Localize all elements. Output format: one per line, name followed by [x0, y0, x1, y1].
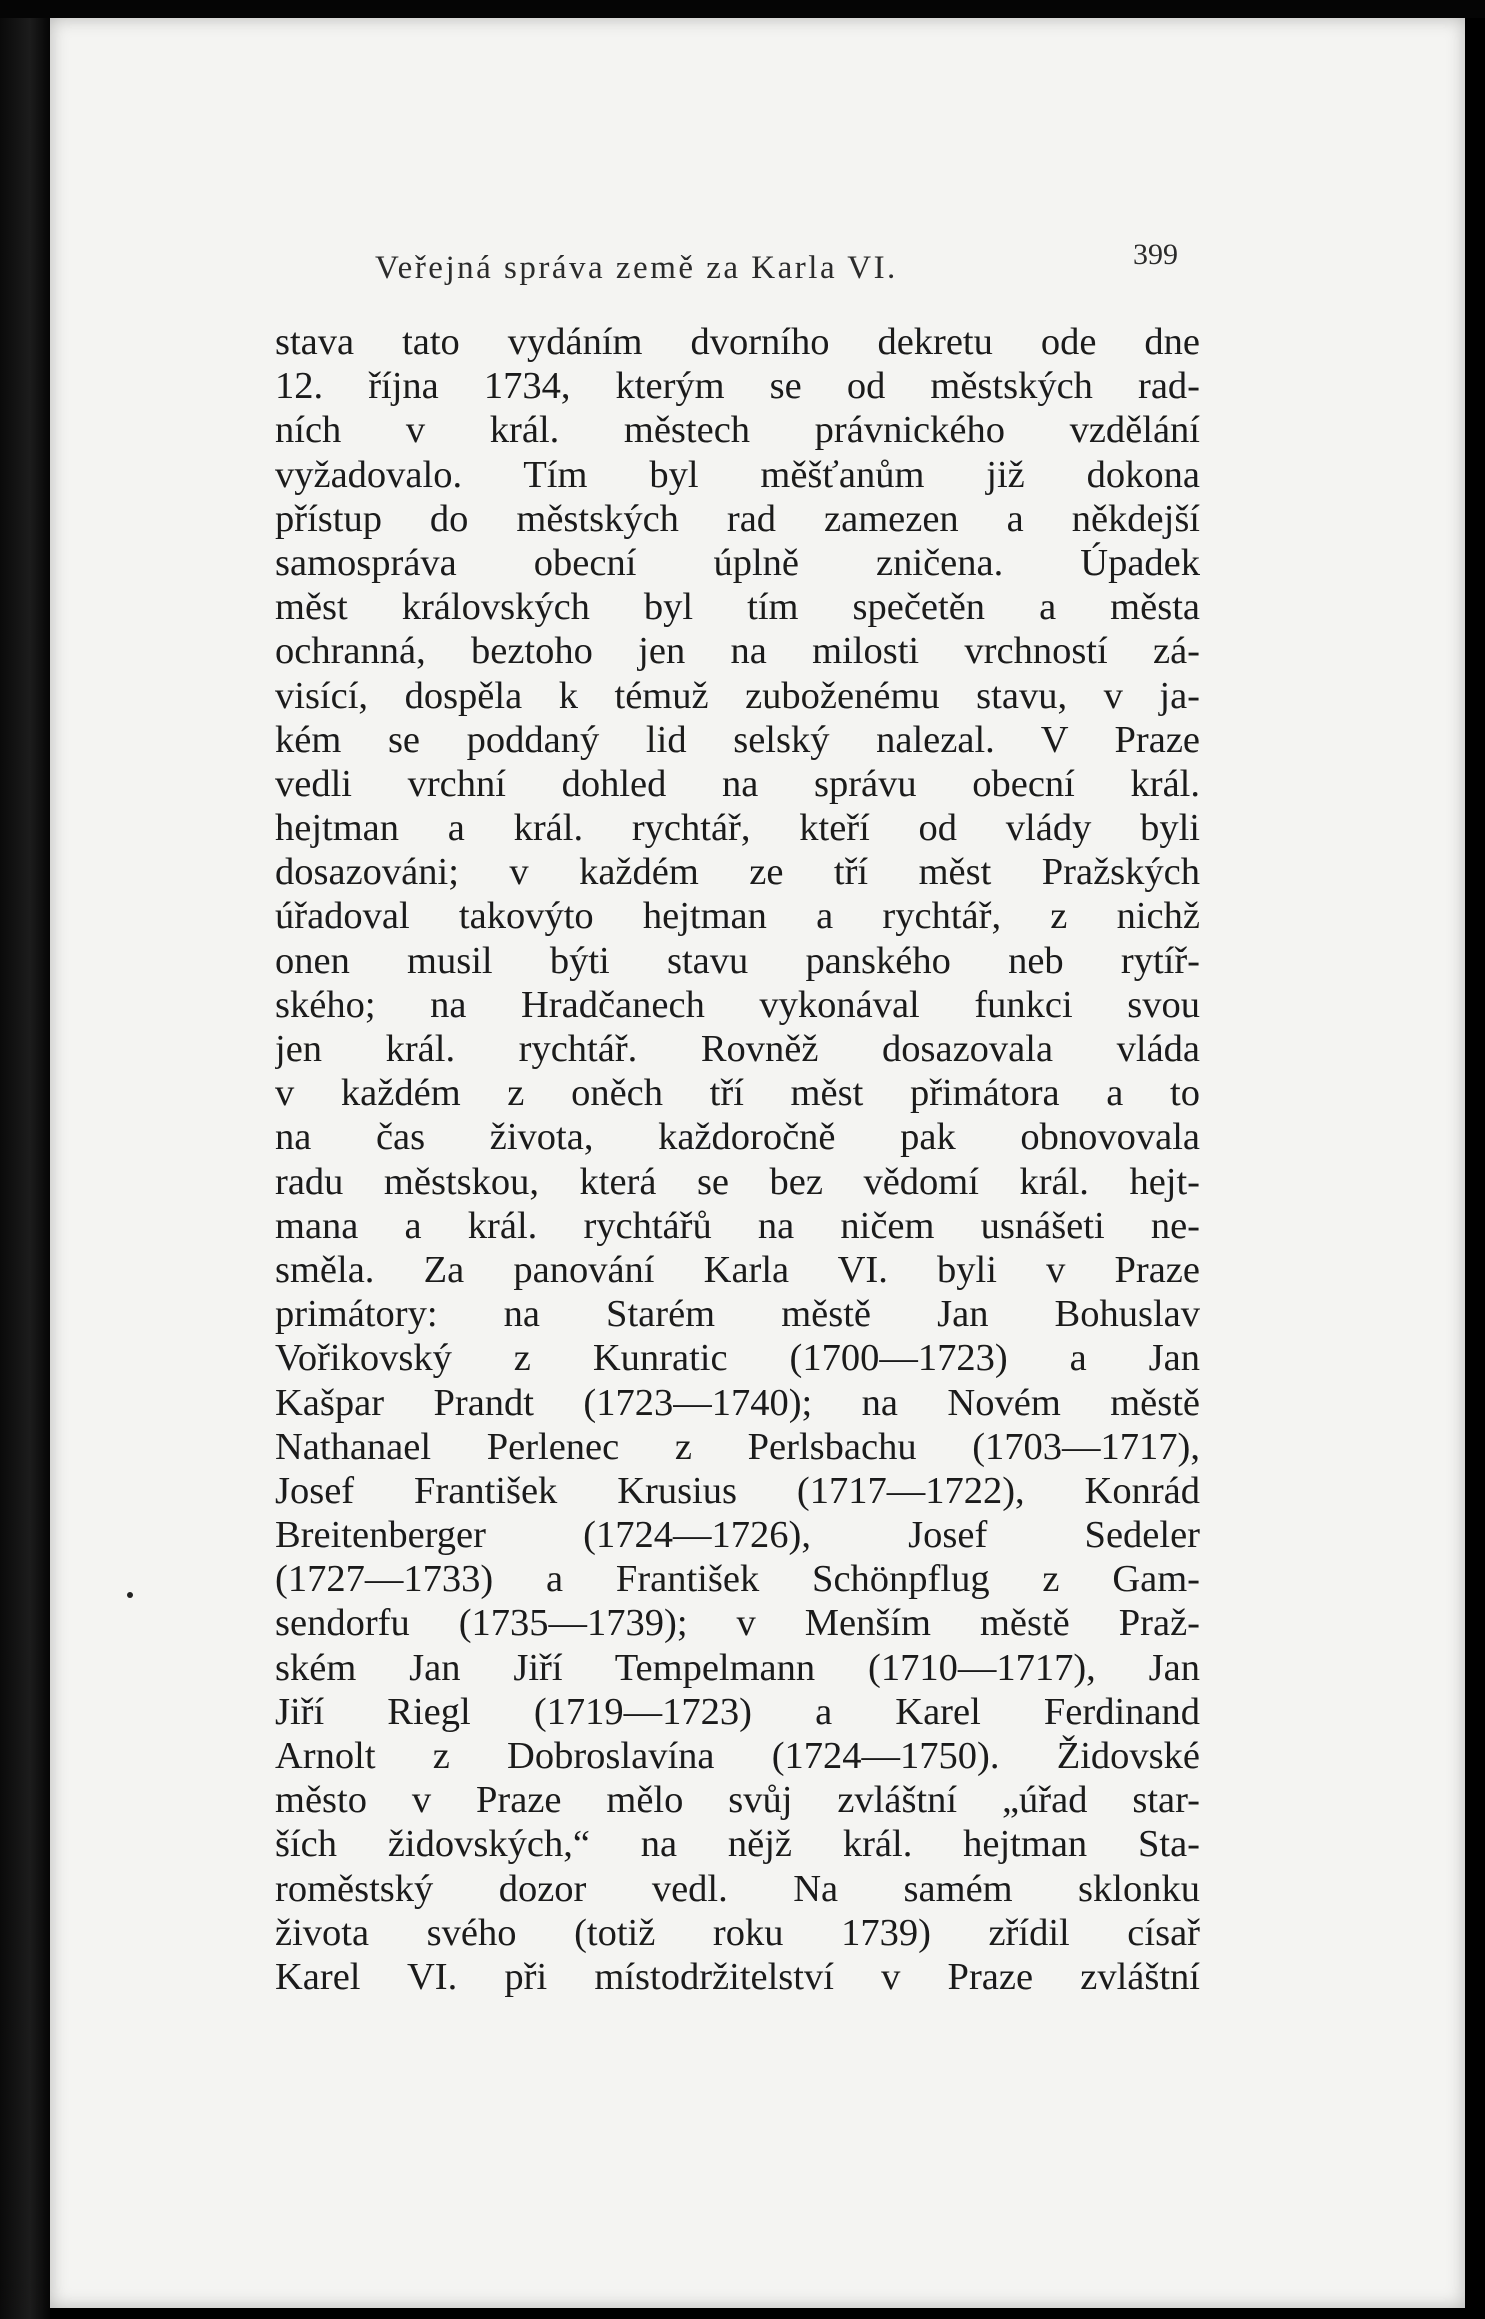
text-line: primátory: na Starém městě Jan Bohuslav — [275, 1293, 1200, 1336]
text-line: na čas života, každoročně pak obnovovala — [275, 1116, 1200, 1159]
text-line: ského; na Hradčanech vykonával funkci svou — [275, 983, 1200, 1026]
text-line: radu městskou, která se bez vědomí král. hejt- — [275, 1160, 1200, 1203]
text-line: života svého (totiž roku 1739) zřídil císař — [275, 1911, 1200, 1954]
text-line: 12. října 1734, kterým se od městských rad- — [275, 365, 1200, 408]
text-line: mana a král. rychtářů na ničem usnášeti ne- — [275, 1204, 1200, 1247]
text-line: dosazováni; v každém ze tří měst Pražských — [275, 851, 1200, 894]
text-line: ních v král. městech právnického vzdělání — [275, 409, 1200, 452]
text-line: Breitenberger (1724—1726), Josef Sedeler — [275, 1514, 1200, 1557]
text-line: hejtman a král. rychtář, kteří od vlády byli — [275, 807, 1200, 850]
text-line: Nathanael Perlenec z Perlsbachu (1703—1717), — [275, 1425, 1200, 1468]
text-line: Vořikovský z Kunratic (1700—1723) a Jan — [275, 1337, 1200, 1380]
text-line: samospráva obecní úplně zničena. Úpadek — [275, 541, 1200, 584]
text-line: stava tato vydáním dvorního dekretu ode dne — [275, 321, 1200, 363]
text-line: směla. Za panování Karla VI. byli v Praze — [275, 1248, 1200, 1291]
text-line: ském Jan Jiří Tempelmann (1710—1717), Jan — [275, 1646, 1200, 1689]
text-line: Josef František Krusius (1717—1722), Konrád — [275, 1469, 1200, 1512]
text-line: vyžadovalo. Tím byl měšťanům již dokona — [275, 453, 1200, 496]
text-line: Karel VI. při místodržitelství v Praze zvláštní — [275, 1955, 1200, 1998]
text-line: úřadoval takovýto hejtman a rychtář, z nichž — [275, 895, 1200, 938]
margin-speck — [127, 1592, 133, 1598]
text-line: kém se poddaný lid selský nalezal. V Praze — [275, 718, 1200, 761]
text-line: v každém z oněch tří měst přimátora a to — [275, 1072, 1200, 1115]
text-line: Jiří Riegl (1719—1723) a Karel Ferdinand — [275, 1690, 1200, 1733]
body-text — [275, 320, 1200, 1999]
text-line: roměstský dozor vedl. Na samém sklonku — [275, 1867, 1200, 1910]
text-line: přístup do městských rad zamezen a někdejší — [275, 497, 1200, 540]
text-line: ochranná, beztoho jen na milosti vrchností zá- — [275, 630, 1200, 673]
text-line: vedli vrchní dohled na správu obecní král. — [275, 762, 1200, 805]
text-line: jen král. rychtář. Rovněž dosazovala vláda — [275, 1028, 1200, 1070]
text-line: město v Praze mělo svůj zvláštní „úřad star- — [275, 1779, 1200, 1822]
text-line: (1727—1733) a František Schönpflug z Gam- — [275, 1558, 1200, 1601]
text-line: Kašpar Prandt (1723—1740); na Novém městě — [275, 1381, 1200, 1424]
text-line: měst královských byl tím spečetěn a města — [275, 586, 1200, 629]
running-head-title: Veřejná správa země za Karla VI. — [375, 250, 898, 286]
text-line: sendorfu (1735—1739); v Menším městě Praž- — [275, 1602, 1200, 1645]
text-line: visící, dospěla k témuž zuboženému stavu, v ja- — [275, 674, 1200, 717]
running-head — [0, 0, 1485, 330]
text-line: Arnolt z Dobroslavína (1724—1750). Židovské — [275, 1735, 1200, 1777]
page-number: 399 — [1133, 238, 1178, 271]
text-line: ších židovských,“ na nějž král. hejtman Sta- — [275, 1823, 1200, 1866]
text-line: onen musil býti stavu panského neb rytíř- — [275, 939, 1200, 982]
scan-left-margin — [0, 0, 50, 2319]
